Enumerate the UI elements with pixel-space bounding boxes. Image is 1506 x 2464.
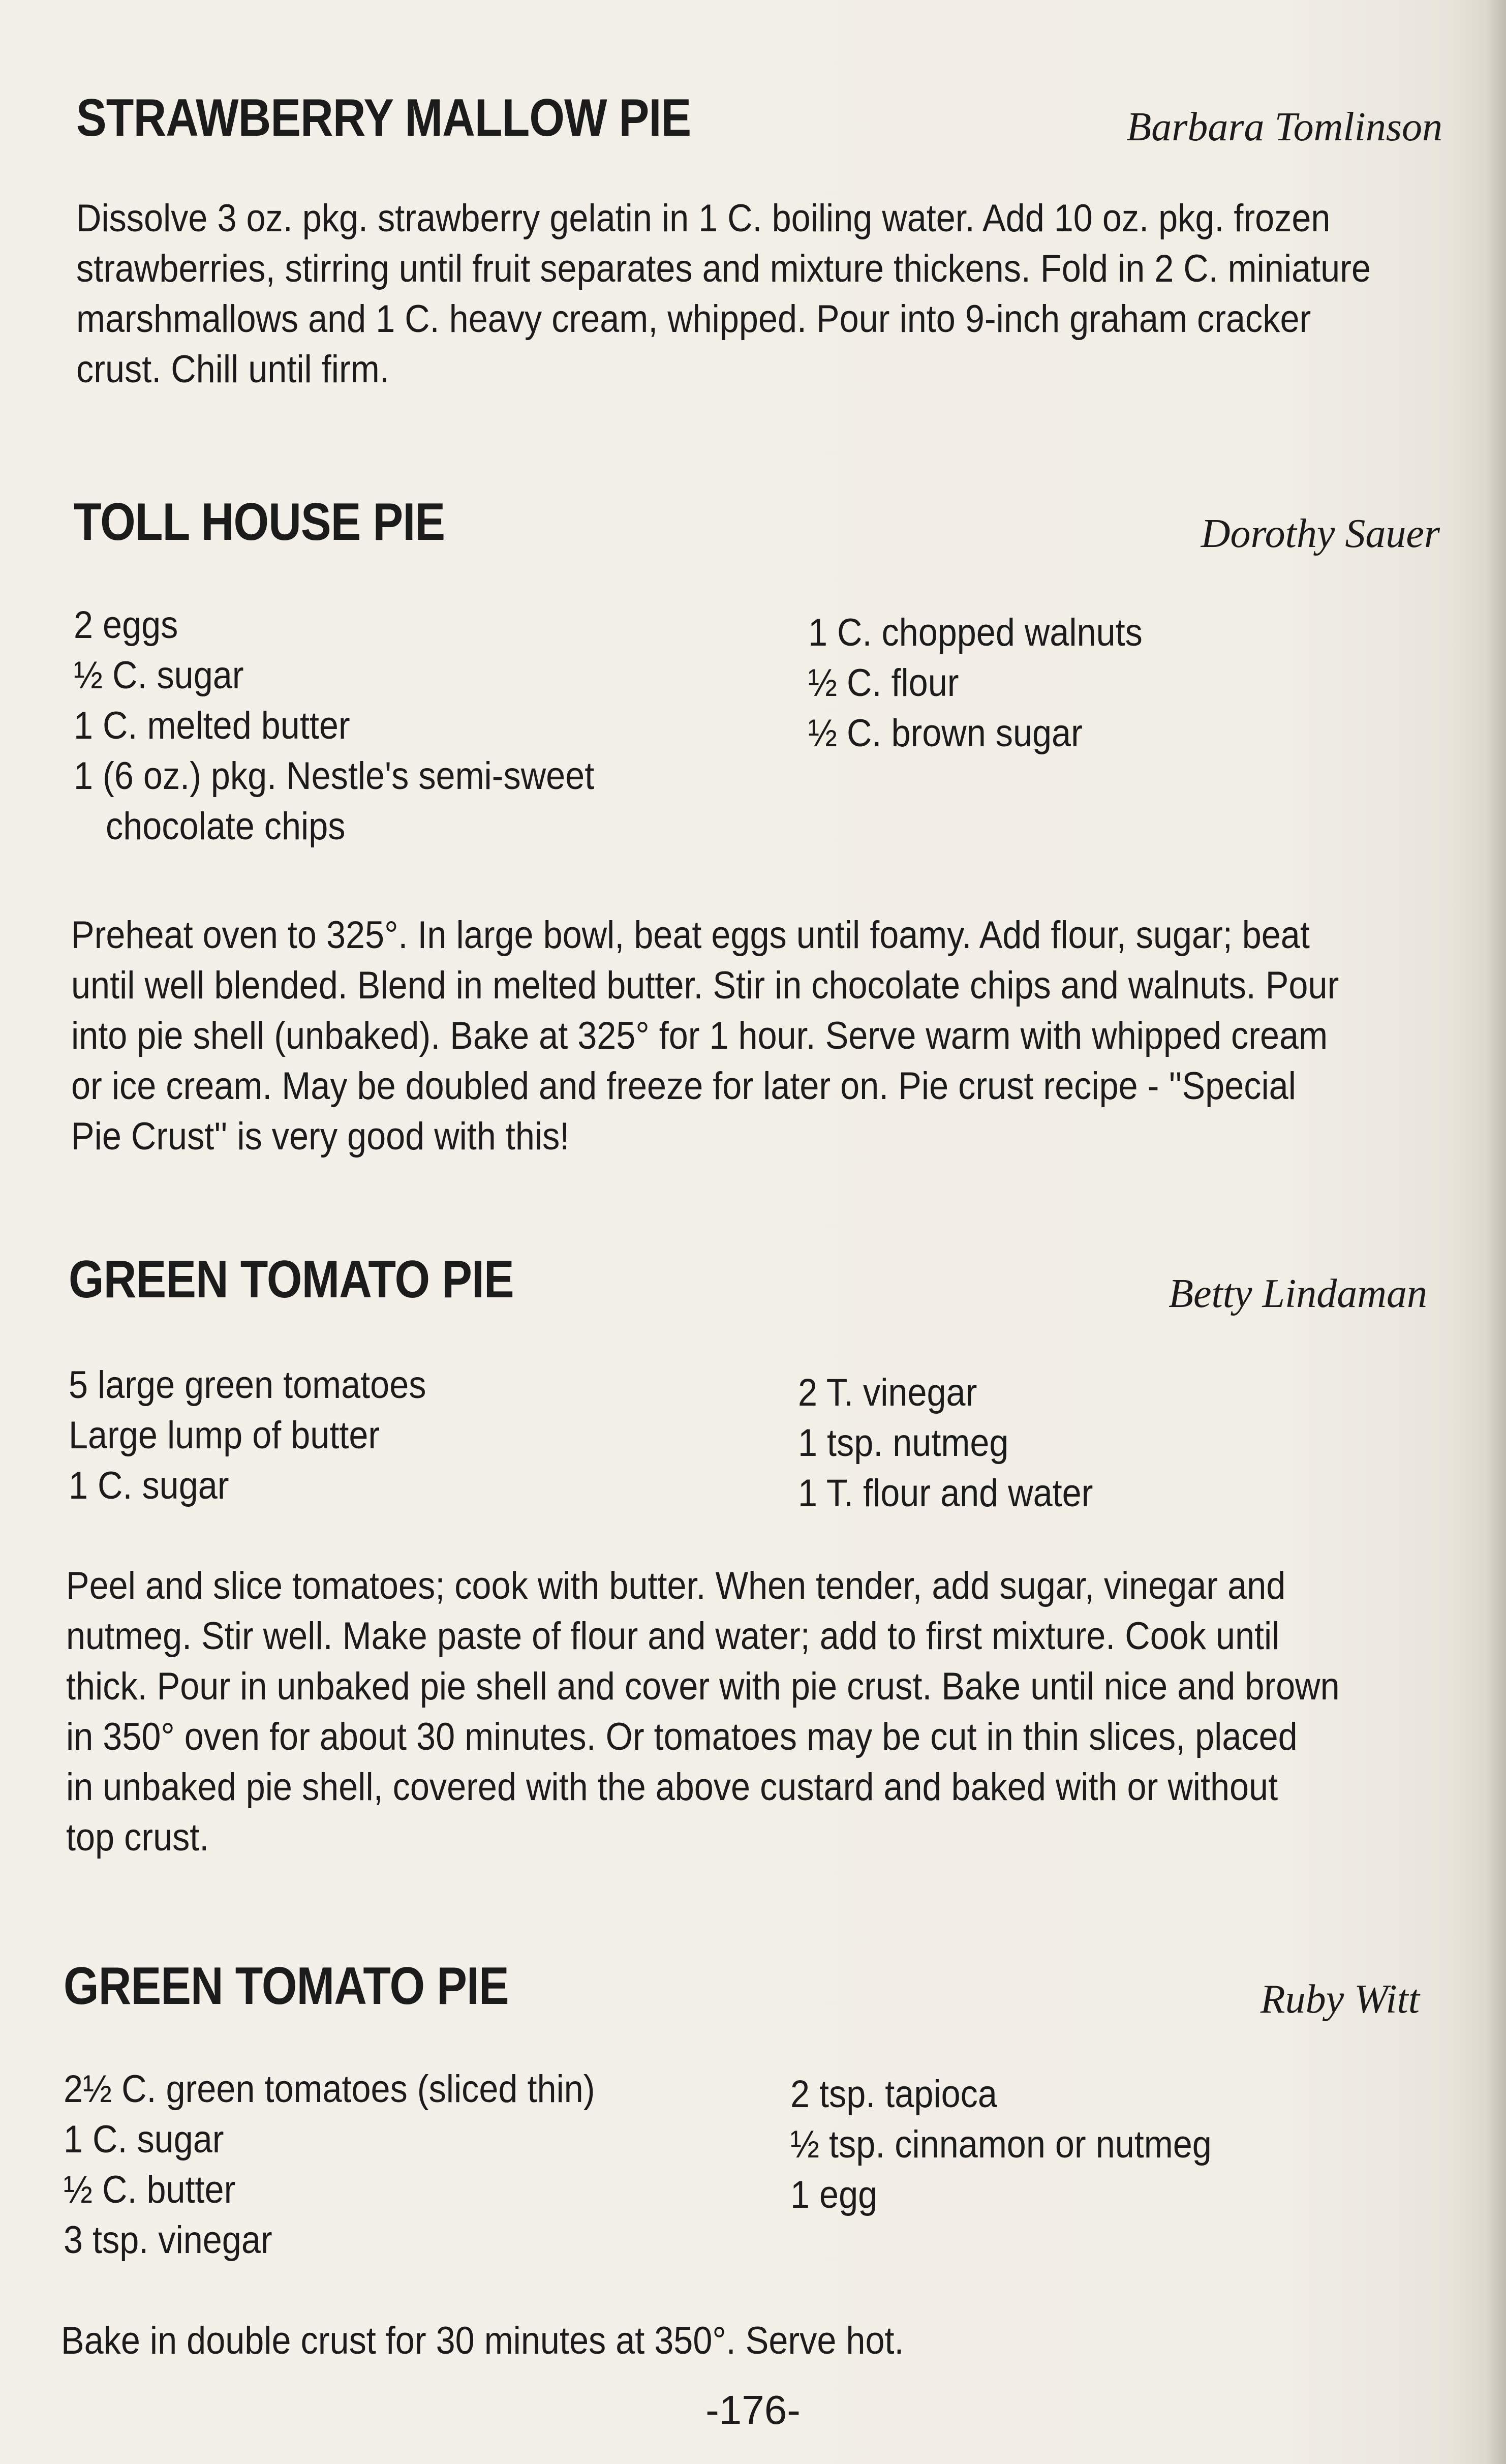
- recipe-title: STRAWBERRY MALLOW PIE: [76, 88, 691, 147]
- ingredient: 2 T. vinegar: [798, 1371, 977, 1414]
- directions-line: nutmeg. Stir well. Make paste of flour and water; add to first mixture. Cook until: [66, 1615, 1280, 1658]
- page-number: -176-: [705, 2387, 801, 2432]
- recipe-title: TOLL HOUSE PIE: [74, 493, 445, 552]
- directions-line: thick. Pour in unbaked pie shell and cover with pie crust. Bake until nice and brown: [66, 1665, 1340, 1708]
- ingredient: 1 C. sugar: [69, 1464, 229, 1507]
- ingredient: 1 tsp. nutmeg: [798, 1421, 1009, 1465]
- ingredients-left: [74, 600, 594, 851]
- show-through-text: [864, 76, 880, 141]
- ingredient: ½ C. sugar: [74, 654, 244, 697]
- ingredient: 1 C. chopped walnuts: [808, 611, 1143, 654]
- ingredient: chocolate chips: [106, 805, 346, 848]
- recipe-title: GREEN TOMATO PIE: [69, 1250, 514, 1309]
- recipe-author: Barbara Tomlinson: [1126, 105, 1442, 149]
- directions-line: in 350° oven for about 30 minutes. Or tomatoes may be cut in thin slices, placed: [66, 1715, 1298, 1758]
- ingredient: 2 eggs: [74, 603, 178, 647]
- ingredient: 2½ C. green tomatoes (sliced thin): [64, 2067, 595, 2111]
- ingredients-right: [798, 1367, 1093, 1518]
- ingredient: 1 (6 oz.) pkg. Nestle's semi-sweet: [74, 754, 595, 798]
- recipe-directions: [61, 2316, 904, 2366]
- directions-line: marshmallows and 1 C. heavy cream, whipped. Pour into 9-inch graham cracker: [76, 297, 1311, 341]
- ingredient: ½ C. flour: [808, 661, 959, 705]
- recipe-author: Ruby Witt: [1260, 1977, 1420, 2022]
- ingredients-left: [64, 2064, 595, 2265]
- directions-line: strawberries, stirring until fruit separates and mixture thickens. Fold in 2 C. miniature: [76, 247, 1371, 290]
- directions-line: into pie shell (unbaked). Bake at 325° for 1 hour. Serve warm with whipped cream: [71, 1014, 1328, 1057]
- ingredients-right: [790, 2069, 1212, 2220]
- directions-line: Pie Crust'' is very good with this!: [71, 1115, 570, 1158]
- ingredients-left: [69, 1360, 426, 1511]
- directions-line: Bake in double crust for 30 minutes at 350°. Serve hot.: [61, 2319, 904, 2362]
- ingredient: ½ C. butter: [64, 2168, 236, 2211]
- page-binding-shadow: [1486, 0, 1506, 2464]
- ingredients-right: [808, 607, 1143, 758]
- ingredient: Large lump of butter: [69, 1414, 380, 1457]
- recipe-author: Dorothy Sauer: [1201, 511, 1440, 556]
- ingredient: 1 C. melted butter: [74, 704, 350, 747]
- ingredient: 2 tsp. tapioca: [790, 2073, 997, 2116]
- recipe-author: Betty Lindaman: [1169, 1271, 1427, 1316]
- ingredient: 1 T. flour and water: [798, 1472, 1093, 1515]
- ingredient: 5 large green tomatoes: [69, 1363, 426, 1407]
- recipe-directions: [71, 910, 1339, 1162]
- directions-line: top crust.: [66, 1816, 209, 1859]
- recipe-title: GREEN TOMATO PIE: [64, 1957, 509, 2016]
- directions-line: Peel and slice tomatoes; cook with butter. When tender, add sugar, vinegar and: [66, 1564, 1286, 1607]
- ingredient: ½ tsp. cinnamon or nutmeg: [790, 2123, 1212, 2166]
- ingredient: 1 egg: [790, 2173, 878, 2216]
- recipe-directions: [76, 193, 1371, 394]
- directions-line: crust. Chill until firm.: [76, 348, 389, 391]
- directions-line: Preheat oven to 325°. In large bowl, beat eggs until foamy. Add flour, sugar; beat: [71, 914, 1310, 957]
- directions-line: until well blended. Blend in melted butter. Stir in chocolate chips and walnuts. Pour: [71, 964, 1339, 1007]
- directions-line: or ice cream. May be doubled and freeze for later on. Pie crust recipe - ''Special: [71, 1064, 1296, 1108]
- ingredient: ½ C. brown sugar: [808, 712, 1083, 755]
- directions-line: in unbaked pie shell, covered with the above custard and baked with or without: [66, 1766, 1278, 1809]
- recipe-directions: [66, 1561, 1340, 1863]
- ingredient: 1 C. sugar: [64, 2118, 224, 2161]
- directions-line: Dissolve 3 oz. pkg. strawberry gelatin in 1 C. boiling water. Add 10 oz. pkg. frozen: [76, 197, 1331, 240]
- ingredient: 3 tsp. vinegar: [64, 2218, 272, 2262]
